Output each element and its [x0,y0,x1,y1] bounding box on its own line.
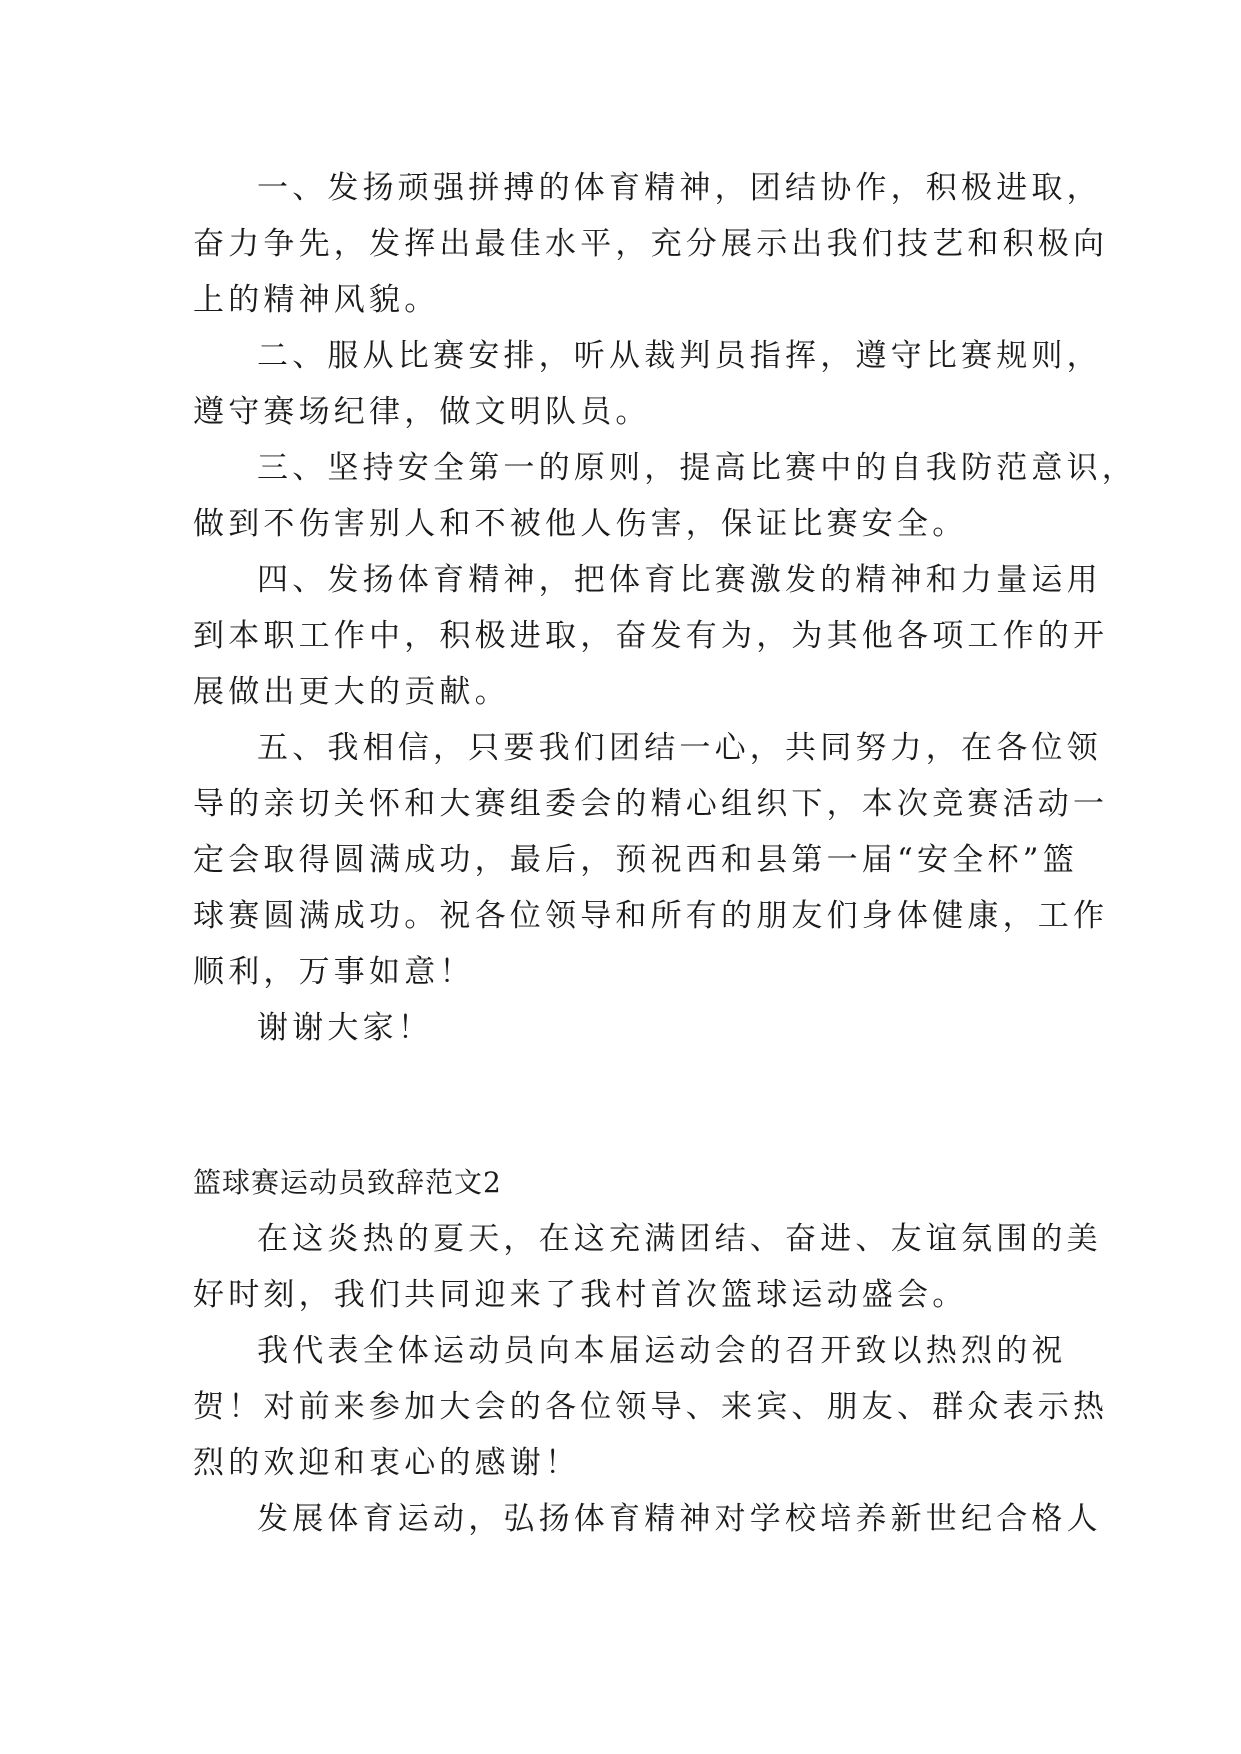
paragraph-4 [193,552,1109,720]
text-line: 上的精神风貌。 [193,282,440,318]
paragraph-3 [193,440,1137,552]
paragraph-9 [193,1491,1102,1547]
text-line: 到本职工作中，积极进取，奋发有为，为其他各项工作的开 [193,618,1109,654]
text-line: 做到不伤害别人和不被他人伤害，保证比赛安全。 [193,506,968,542]
text-line: 谢谢大家！ [257,1010,433,1046]
text-line: 发展体育运动，弘扬体育精神对学校培养新世纪合格人 [257,1501,1102,1537]
text-line: 球赛圆满成功。祝各位领导和所有的朋友们身体健康，工作 [193,898,1109,934]
text-line: 顺利，万事如意！ [193,954,475,990]
paragraph-8 [193,1323,1109,1491]
text-line: 遵守赛场纪律，做文明队员。 [193,394,651,430]
text-line: 奋力争先，发挥出最佳水平，充分展示出我们技艺和积极向 [193,226,1109,262]
text-line: 我代表全体运动员向本届运动会的召开致以热烈的祝 [257,1333,1067,1369]
text-line: 四、发扬体育精神，把体育比赛激发的精神和力量运用 [257,562,1102,598]
text-line: 好时刻，我们共同迎来了我村首次篮球运动盛会。 [193,1277,968,1313]
section-2-body [193,1211,1109,1547]
text-line: 贺！对前来参加大会的各位领导、来宾、朋友、群众表示热 [193,1389,1109,1425]
paragraph-5 [193,720,1109,1000]
text-line: 烈的欢迎和衷心的感谢！ [193,1445,581,1481]
text-line: 在这炎热的夏天，在这充满团结、奋进、友谊氛围的美 [257,1221,1102,1257]
text-line: 导的亲切关怀和大赛组委会的精心组织下，本次竞赛活动一 [193,786,1109,822]
paragraph-7 [193,1211,1102,1323]
text-line: 展做出更大的贡献。 [193,674,510,710]
section-1-body [193,160,1137,1056]
paragraph-6 [193,1000,1063,1056]
section-2-title: 篮球赛运动员致辞范文2 [193,1166,502,1199]
paragraph-1 [193,160,1109,328]
text-line: 三、坚持安全第一的原则，提高比赛中的自我防范意识， [257,450,1137,486]
text-line: 五、我相信，只要我们团结一心，共同努力，在各位领 [257,730,1102,766]
text-line: 一、发扬顽强拼搏的体育精神，团结协作，积极进取， [257,170,1102,206]
text-line: 二、服从比赛安排，听从裁判员指挥，遵守比赛规则， [257,338,1102,374]
paragraph-2 [193,328,1102,440]
text-line: 定会取得圆满成功，最后，预祝西和县第一届“安全杯”篮 [193,842,1078,878]
